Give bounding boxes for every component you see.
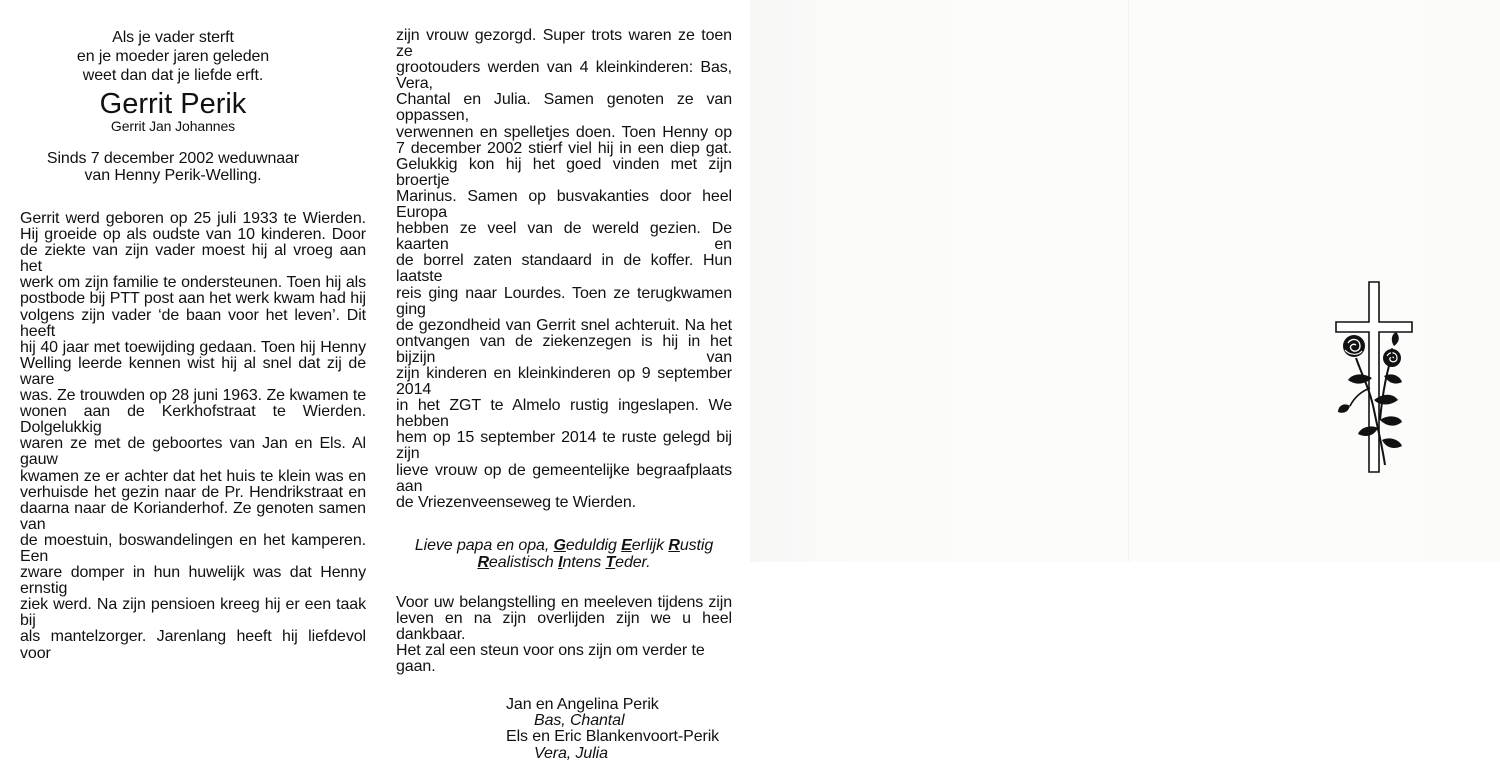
acrostic-word-rest: eduldig xyxy=(565,536,617,554)
text-line: wonen aan de Kerkhofstraat te Wierden. Dolgelukkig xyxy=(20,403,366,437)
text-line: was. Ze trouwden op 28 juni 1963. Ze kwamen te xyxy=(20,387,366,405)
text-line: de gezondheid van Gerrit snel achteruit. Na het xyxy=(396,316,732,334)
text-line: werk om zijn familie te ondersteunen. Toen hij als xyxy=(20,274,366,292)
deceased-full-name: Gerrit Jan Johannes xyxy=(110,118,236,134)
text-line: Gerrit werd geboren op 25 juli 1933 te Wierden. xyxy=(20,210,366,227)
poem-line: Als je vader sterft xyxy=(112,29,234,46)
text-line: de ziekte van zijn vader moest hij al vroeg aan het xyxy=(20,242,366,276)
text-line: als mantelzorger. Jarenlang heeft hij liefdevol voor xyxy=(20,628,366,662)
text-line: volgens zijn vader ‘de baan voor het leven’. Dit heeft xyxy=(20,306,366,340)
acrostic-prefix: Lieve papa en opa, xyxy=(414,536,554,554)
fold-line xyxy=(1128,0,1129,562)
acrostic-line-1 xyxy=(396,537,732,554)
signature-parents: Els en Eric Blankenvoort-Perik xyxy=(506,728,720,746)
text-line: Hij groeide op als oudste van 10 kinderen. Door xyxy=(20,226,366,244)
acrostic-initial: I xyxy=(558,553,563,571)
signature-parents: Jan en Angelina Perik xyxy=(506,695,659,713)
text-line: daarna naar de Korianderhof. Ze genoten samen van xyxy=(20,499,366,533)
poem xyxy=(0,28,346,85)
text-line: ziek werd. Na zijn pensioen kreeg hij er een taak bij xyxy=(20,596,366,630)
widower-line: Sinds 7 december 2002 weduwnaar xyxy=(46,150,300,167)
acrostic-initial: E xyxy=(621,536,632,554)
text-line: de moestuin, boswandelingen en het kamperen. Een xyxy=(20,531,366,565)
text-line: in het ZGT te Almelo rustig ingeslapen. We hebben xyxy=(396,397,732,431)
text-line: Chantal en Julia. Samen genoten ze van oppassen, xyxy=(396,91,732,125)
text-line: grootouders werden van 4 kleinkinderen: Bas, Vera, xyxy=(396,59,732,93)
deceased-name: Gerrit Perik xyxy=(99,88,247,120)
signature-children: Vera, Julia xyxy=(534,744,608,762)
text-line: hem op 15 september 2014 te ruste gelegd bij zijn xyxy=(396,429,732,463)
acrostic-word-rest: eder. xyxy=(615,553,651,571)
text-line: kwamen ze er achter dat het huis te klein was en xyxy=(20,467,366,485)
signature-children: Bas, Chantal xyxy=(534,712,625,730)
text-line: 7 december 2002 stierf viel hij in een diep gat. xyxy=(396,139,732,157)
text-line: hebben ze veel van de wereld gezien. De kaarten en xyxy=(396,220,732,254)
widower-line: van Henny Perik-Welling. xyxy=(84,167,262,184)
text-line: waren ze met de geboortes van Jan en Els. Al gauw xyxy=(20,435,366,469)
text-line: de borrel zaten standaard in de koffer. Hun laatste xyxy=(396,252,732,286)
text-line: Gelukkig kon hij het goed vinden met zijn broertje xyxy=(396,155,732,189)
text-line: reis ging naar Lourdes. Toen ze terugkwamen ging xyxy=(396,284,732,318)
acrostic-initial: T xyxy=(605,553,616,571)
acrostic-tribute xyxy=(396,537,732,571)
biography-part-2 xyxy=(396,28,732,511)
text-line: verwennen en spelletjes doen. Toen Henny op xyxy=(396,123,732,141)
signatures xyxy=(506,697,732,762)
acrostic-initial: R xyxy=(668,536,680,554)
thank-you-note xyxy=(396,595,732,675)
text-line: postbode bij PTT post aan het werk kwam had hij xyxy=(20,290,366,308)
text-line: zijn kinderen en kleinkinderen op 9 september 2014 xyxy=(396,364,732,399)
poem-line: en je moeder jaren geleden xyxy=(76,48,270,65)
text-line: hij 40 jaar met toewijding gedaan. Toen hij Henny xyxy=(20,338,366,356)
acrostic-word-rest: erlijk xyxy=(631,536,665,554)
poem-line: weet dan dat je liefde erft. xyxy=(82,67,264,84)
acrostic-line-2 xyxy=(396,554,732,571)
acrostic-word-rest: ealistisch xyxy=(488,553,554,571)
acrostic-initial: G xyxy=(553,536,566,554)
text-line: Voor uw belangstelling en meeleven tijdens zijn xyxy=(396,593,732,611)
text-line: zijn vrouw gezorgd. Super trots waren ze toen ze xyxy=(396,27,732,61)
left-column xyxy=(20,28,366,662)
text-line: ontvangen van de ziekenzegen is hij in het bijzijn van xyxy=(396,332,732,366)
text-line: verhuisde het gezin naar de Pr. Hendrikstraat en xyxy=(20,483,366,501)
acrostic-word-rest: ustig xyxy=(679,536,714,554)
text-line: lieve vrouw op de gemeentelijke begraafplaats aan xyxy=(396,461,732,495)
acrostic-initial: R xyxy=(477,553,489,571)
acrostic-word-rest: ntens xyxy=(562,553,602,571)
cross-with-roses-icon xyxy=(1330,280,1420,475)
text-line: Welling leerde kennen wist hij al snel dat zij de ware xyxy=(20,354,366,388)
text-line: leven en na zijn overlijden zijn we u heel dankbaar. xyxy=(396,609,732,643)
right-column xyxy=(396,28,732,762)
widower-note xyxy=(0,150,346,184)
text-line: zware domper in hun huwelijk was dat Henny ernstig xyxy=(20,564,366,598)
text-line: de Vriezenveenseweg te Wierden. xyxy=(396,493,637,511)
biography-part-1 xyxy=(20,211,366,662)
text-line: Marinus. Samen op busvakanties door heel Europa xyxy=(396,187,732,222)
text-line: Het zal een steun voor ons zijn om verder te gaan. xyxy=(396,641,705,675)
